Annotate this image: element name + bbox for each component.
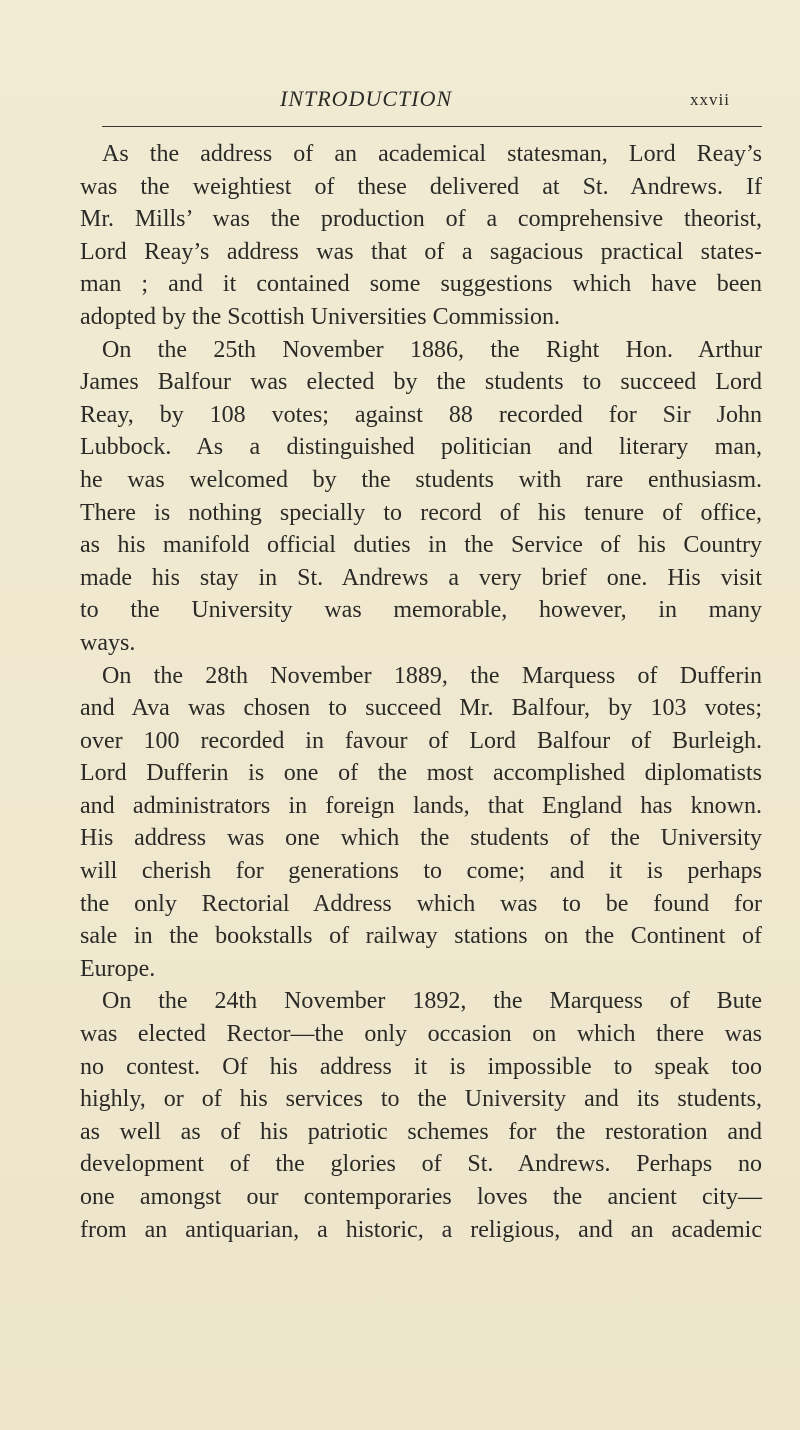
text-line: he was welcomed by the students with rare enthusiasm.: [80, 466, 762, 493]
text-line: On the 25th November 1886, the Right Hon. Arthur: [102, 336, 762, 363]
text-line: Mr. Mills’ was the production of a comprehensive theorist,: [80, 206, 762, 233]
text-line: development of the glories of St. Andrews. Perhaps no: [80, 1151, 762, 1178]
paragraph: [80, 985, 762, 1246]
paragraph: [80, 334, 762, 660]
text-line: from an antiquarian, a historic, a religious, and an academic: [80, 1216, 762, 1243]
text-line: On the 28th November 1889, the Marquess of Dufferin: [102, 662, 762, 689]
text-line: As the address of an academical statesman, Lord Reay’s: [102, 141, 762, 167]
text-line: the only Rectorial Address which was to be found for: [80, 890, 762, 917]
text-line: Reay, by 108 votes; against 88 recorded for Sir John: [80, 401, 762, 428]
text-line: adopted by the Scottish Universities Commission.: [80, 303, 560, 330]
text-line: There is nothing specially to record of his tenure of office,: [80, 499, 762, 526]
running-title: INTRODUCTION: [280, 86, 453, 111]
text-line: sale in the bookstalls of railway stations on the Continent of: [80, 923, 762, 950]
text-line: one amongst our contemporaries loves the ancient city—: [80, 1184, 762, 1210]
text-line: man ; and it contained some suggestions which have been: [80, 271, 762, 298]
text-line: over 100 recorded in favour of Lord Balfour of Burleigh.: [80, 727, 762, 754]
text-line: On the 24th November 1892, the Marquess of Bute: [102, 988, 762, 1015]
text-line: to the University was memorable, however, in many: [80, 597, 762, 624]
text-line: will cherish for generations to come; and it is perhaps: [80, 858, 762, 885]
text-line: ways.: [80, 629, 136, 656]
text-line: was the weightiest of these delivered at St. Andrews. If: [80, 173, 762, 200]
text-line: James Balfour was elected by the students to succeed Lord: [80, 369, 762, 396]
text-line: and administrators in foreign lands, that England has known.: [80, 792, 762, 819]
text-line: highly, or of his services to the University and its students,: [80, 1086, 762, 1113]
body-text: [80, 138, 762, 1246]
text-line: His address was one which the students of the University: [80, 825, 762, 852]
running-header: [280, 86, 770, 116]
header-rule: [102, 126, 762, 127]
text-line: Lord Reay’s address was that of a sagacious practical states-: [80, 238, 762, 265]
text-line: as well as of his patriotic schemes for the restoration and: [80, 1118, 762, 1145]
text-line: and Ava was chosen to succeed Mr. Balfour, by 103 votes;: [80, 695, 762, 722]
text-line: was elected Rector—the only occasion on which there was: [80, 1021, 762, 1048]
paragraph: [80, 138, 762, 334]
text-line: no contest. Of his address it is impossible to speak too: [80, 1053, 762, 1080]
text-line: Lord Dufferin is one of the most accomplished diplomatists: [80, 760, 762, 787]
paragraph: [80, 660, 762, 986]
text-line: Lubbock. As a distinguished politician and literary man,: [80, 434, 762, 461]
text-line: as his manifold official duties in the Service of his Country: [80, 532, 762, 559]
text-line: made his stay in St. Andrews a very brief one. His visit: [80, 564, 762, 591]
text-line: Europe.: [80, 955, 156, 982]
page-number: xxvii: [690, 90, 730, 109]
